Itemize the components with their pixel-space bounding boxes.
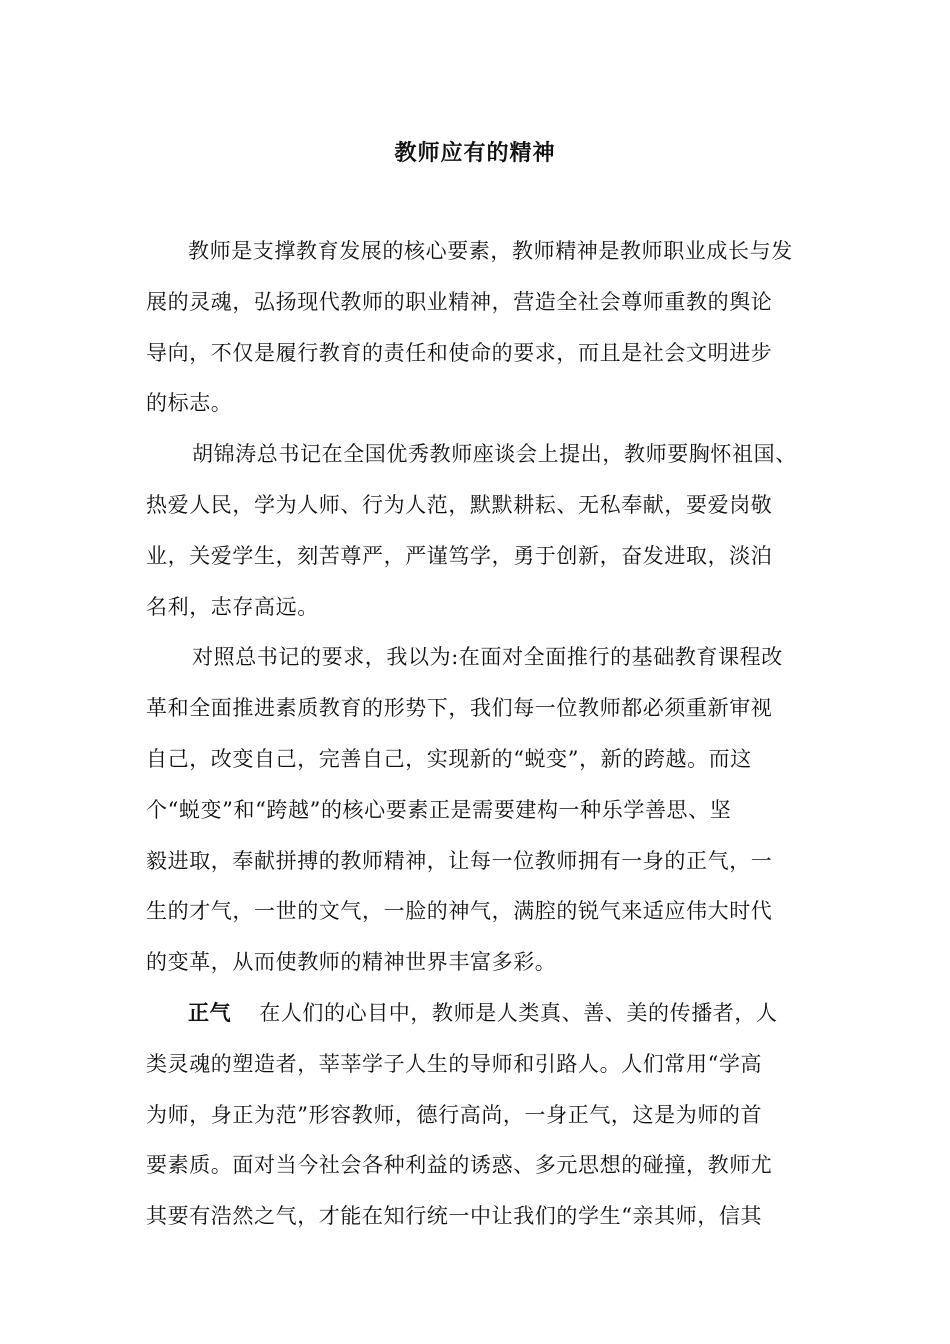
paragraph-4-line-2: 类灵魂的塑造者，莘莘学子人生的导师和引路人。人们常用“学高 — [146, 1051, 763, 1076]
paragraph-1-line-1: 教师是支撑教育发展的核心要素，教师精神是教师职业成长与发 — [188, 239, 793, 263]
paragraph-2-line-3: 业，关爱学生，刻苦尊严，严谨笃学，勇于创新，奋发进取，淡泊 — [146, 543, 773, 568]
paragraph-1-line-2: 展的灵魂，弘扬现代教师的职业精神，营造全社会尊师重教的舆论 — [146, 289, 773, 314]
paragraph-3-line-4: 个“蜕变”和“跨越”的核心要素正是需要建构一种乐学善思、坚 — [146, 797, 732, 822]
paragraph-4-line-3: 为师，身正为范”形容教师，德行高尚，一身正气，这是为师的首 — [146, 1102, 763, 1127]
paragraph-1-line-4: 的标志。 — [146, 391, 233, 416]
paragraph-3-line-3: 自己，改变自己，完善自己，实现新的“蜕变”，新的跨越。而这 — [146, 746, 752, 771]
paragraph-3-line-6: 生的才气，一世的文气，一脸的神气，满腔的锐气来适应伟大时代 — [146, 899, 773, 924]
paragraph-3-line-7: 的变革，从而使教师的精神世界丰富多彩。 — [146, 950, 557, 975]
section-heading: 正气 — [188, 1000, 232, 1025]
document-title: 教师应有的精神 — [394, 141, 556, 166]
paragraph-4-line-1 — [146, 995, 806, 1046]
paragraph-4-line-5: 其要有浩然之气，才能在知行统一中让我们的学生“亲其师，信其 — [146, 1204, 763, 1229]
paragraph-2-line-2: 热爱人民，学为人师、行为人范，默默耕耘、无私奉献，要爱岗敬 — [146, 492, 773, 517]
paragraph-4-line-1-text: 在人们的心目中，教师是人类真、善、美的传播者，人 — [259, 1000, 778, 1025]
paragraph-2-line-1: 胡锦涛总书记在全国优秀教师座谈会上提出，教师要胸怀祖国、 — [192, 442, 797, 467]
document-body — [146, 233, 806, 1249]
paragraph-2-line-4: 名利，志存高远。 — [146, 594, 319, 619]
paragraph-3-line-1: 对照总书记的要求，我以为:在面对全面推行的基础教育课程改 — [192, 645, 783, 670]
paragraph-4-line-4: 要素质。面对当今社会各种利益的诱惑、多元思想的碰撞，教师尤 — [146, 1153, 773, 1178]
paragraph-3-line-5: 毅进取，奉献拼搏的教师精神，让每一位教师拥有一身的正气，一 — [146, 848, 773, 873]
paragraph-1-line-3: 导向，不仅是履行教育的责任和使命的要求，而且是社会文明进步 — [146, 340, 773, 365]
paragraph-3-line-2: 革和全面推进素质教育的形势下，我们每一位教师都必须重新审视 — [146, 696, 773, 721]
